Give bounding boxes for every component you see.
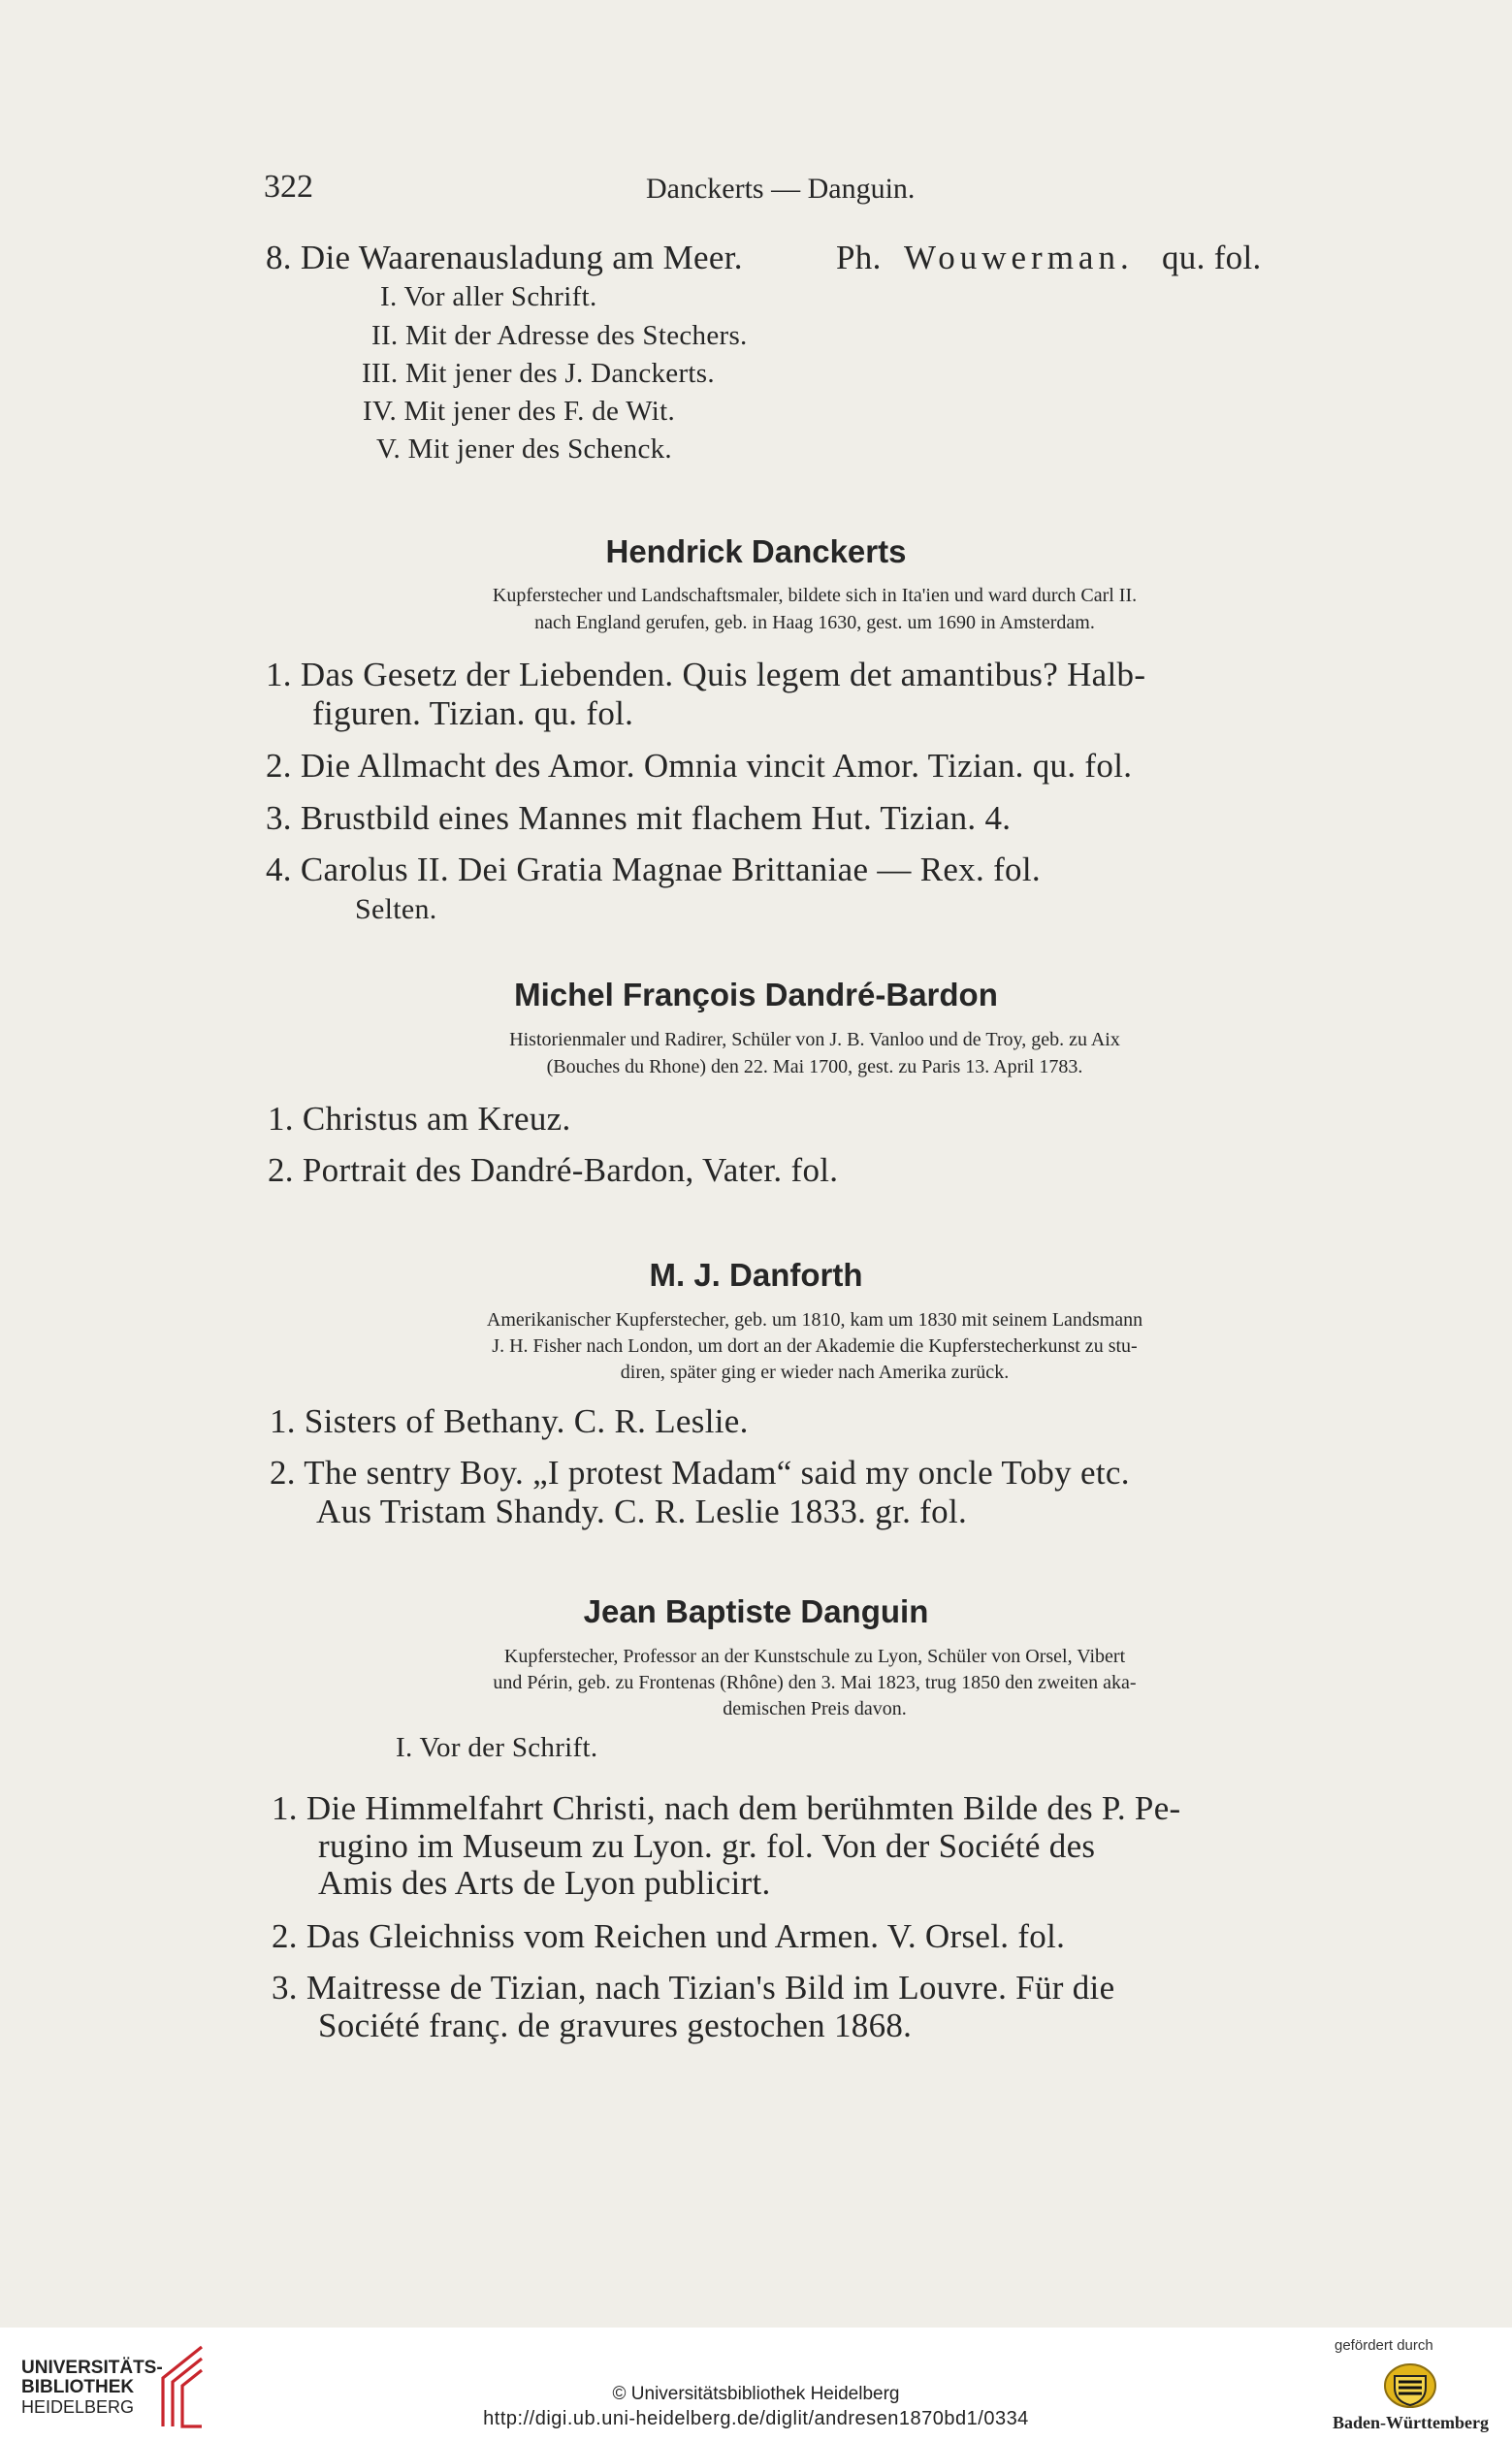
artist-bio-line: J. H. Fisher nach London, um dort an der Akademie die Kupferstecherkunst zu stu- [492,1335,1138,1357]
artist-bio-line: Kupferstecher, Professor an der Kunstschule zu Lyon, Schüler von Orsel, Vibert [503,1646,1126,1667]
entry-8-format: qu. fol. [1162,239,1262,276]
library-line: BIBLIOTHEK [21,2377,135,2397]
catalog-entry-line: 1. Das Gesetz der Liebenden. Quis legem det amantibus? Halb- [266,656,1146,693]
state-line: V. Mit jener des Schenck. [376,434,672,465]
entry-8-title-part2: Ph. [836,239,882,276]
catalog-entry-line: 2. Die Allmacht des Amor. Omnia vincit Amor. Tizian. qu. fol. [266,747,1133,785]
catalog-entry-line: 1. Christus am Kreuz. [268,1100,571,1138]
catalog-entry-line: Aus Tristam Shandy. C. R. Leslie 1833. gr. fol. [316,1493,968,1530]
artist-bio-line: Amerikanischer Kupferstecher, geb. um 1810, kam um 1830 mit seinem Landsmann [486,1309,1143,1331]
catalog-entry-line: 2. Das Gleichniss vom Reichen und Armen. V. Orsel. fol. [272,1917,1066,1955]
artist-bio-line: und Périn, geb. zu Frontenas (Rhône) den 3. Mai 1823, trug 1850 den zweiten aka- [493,1672,1137,1693]
catalog-entry-line: figuren. Tizian. qu. fol. [312,694,634,732]
catalog-entry-line: Société franç. de gravures gestochen 1868. [318,2007,913,2044]
artist-heading: Hendrick Danckerts [605,533,907,569]
artist-heading: M. J. Danforth [649,1257,863,1293]
artist-heading: Jean Baptiste Danguin [583,1593,929,1629]
library-line: HEIDELBERG [21,2397,135,2417]
artist-bio-line: Historienmaler und Radirer, Schüler von J. B. Vanloo und de Troy, geb. zu Aix [509,1029,1120,1050]
state-line: IV. Mit jener des F. de Wit. [363,396,676,427]
state-line: II. Mit der Adresse des Stechers. [371,320,748,351]
catalog-entry-line: 3. Maitresse de Tizian, nach Tizian's Bild im Louvre. Für die [272,1969,1115,2007]
entry-8-title-part1: 8. Die Waarenausladung am Meer. [266,239,743,276]
state-line: I. Vor der Schrift. [396,1732,598,1763]
catalog-entry-line: 2. Portrait des Dandré-Bardon, Vater. fol. [268,1151,839,1189]
artist-heading: Michel François Dandré-Bardon [514,977,998,1012]
permalink[interactable]: http://digi.ub.uni-heidelberg.de/diglit/andresen1870bd1/0334 [483,2408,1029,2429]
page-number: 322 [264,169,313,205]
catalog-entry-line: 4. Carolus II. Dei Gratia Magnae Brittaniae — Rex. fol. [266,851,1041,888]
state-line: I. Vor aller Schrift. [380,281,597,312]
copyright-notice: © Universitätsbibliothek Heidelberg [612,2384,900,2404]
catalog-entry-line: Amis des Arts de Lyon publicirt. [318,1864,771,1902]
catalog-entry-line: 1. Sisters of Bethany. C. R. Leslie. [270,1402,749,1440]
sponsor-name: Baden-Württemberg [1333,2413,1489,2432]
catalog-entry-line: rugino im Museum zu Lyon. gr. fol. Von der Société des [318,1827,1096,1865]
funded-by-label: gefördert durch [1335,2337,1433,2354]
artist-bio-line: (Bouches du Rhone) den 22. Mai 1700, gest. zu Paris 13. April 1783. [546,1056,1083,1077]
state-line: III. Mit jener des J. Danckerts. [362,358,715,389]
library-line: UNIVERSITÄTS- [21,2358,163,2378]
artist-bio-line: demischen Preis davon. [723,1698,907,1719]
catalog-entry-line: 1. Die Himmelfahrt Christi, nach dem berühmten Bilde des P. Pe- [272,1789,1181,1827]
running-title: Danckerts — Danguin. [646,173,916,205]
catalog-entry-line: 3. Brustbild eines Mannes mit flachem Hut. Tizian. 4. [266,799,1012,837]
catalog-entry-line: 2. The sentry Boy. „I protest Madam“ said my oncle Toby etc. [270,1454,1130,1492]
artist-bio-line: Kupferstecher und Landschaftsmaler, bildete sich in Ita'ien und ward durch Carl II. [492,585,1138,606]
state-coat-of-arms-icon [1381,2361,1439,2411]
artist-bio-line: nach England gerufen, geb. in Haag 1630, gest. um 1690 in Amsterdam. [534,612,1095,633]
artist-bio-line: diren, später ging er wieder nach Amerika zurück. [620,1362,1010,1383]
catalog-entry-note: Selten. [355,893,437,925]
entry-8-artist: Wouwerman. [904,239,1134,276]
